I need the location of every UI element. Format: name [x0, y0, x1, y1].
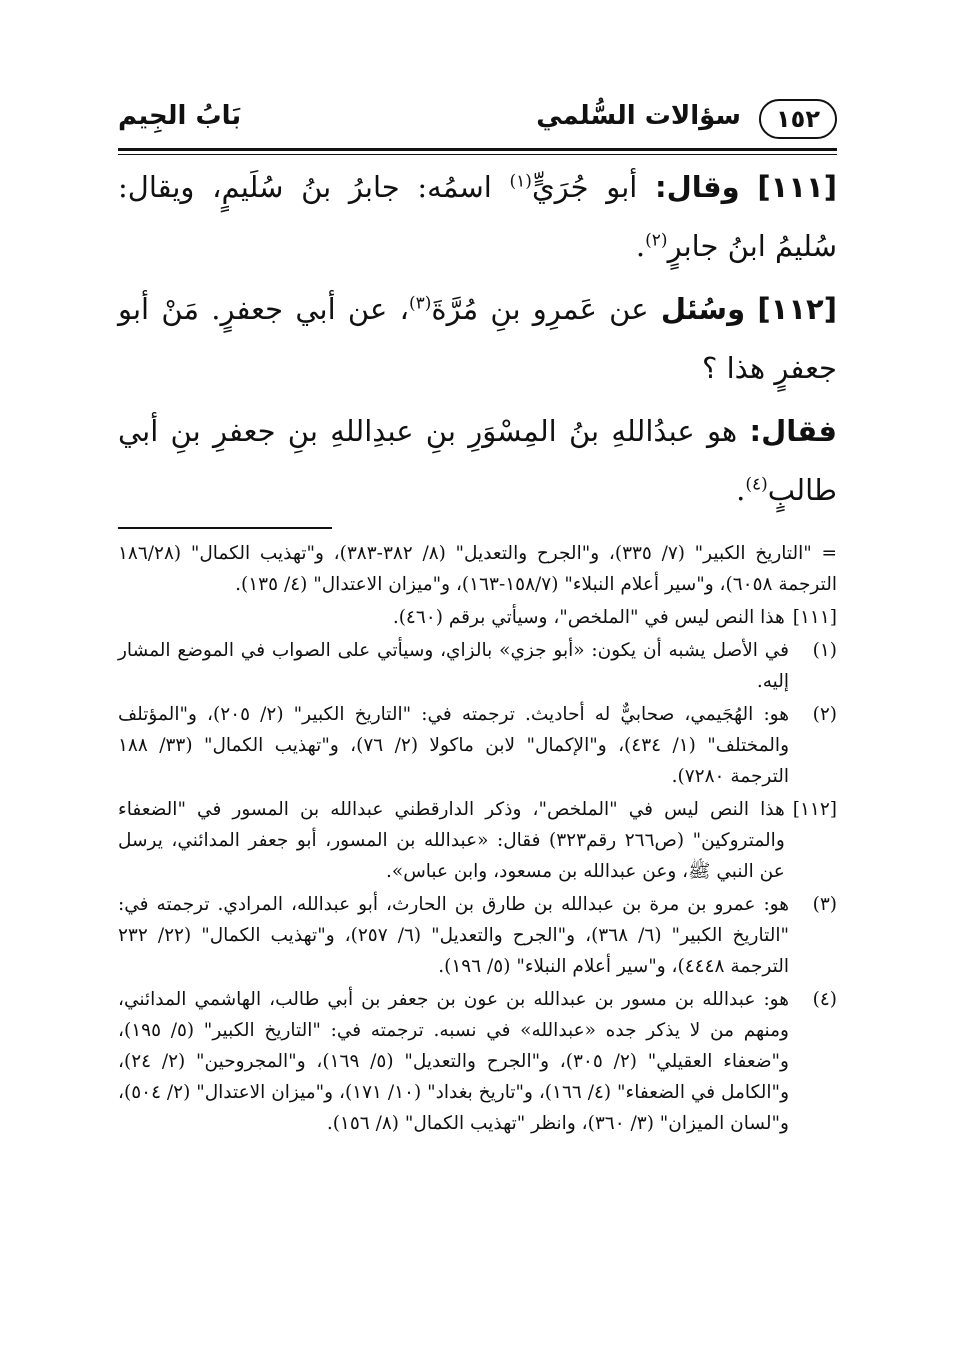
footnote-label: [١١١]: [792, 607, 837, 628]
footnote-ref: (٣): [408, 293, 432, 314]
footnote-text: هو: عمرو بن مرة بن عبدالله بن طارق بن الحارث، أبو عبدالله، المرادي. ترجمته في: "التاريخ الكبير" (٦/ ٣٦٨)، و"الجرح والتعديل" (٦/ ٢٥٧)، و"تهذيب الكمال" (٢٢/ ٢٣٢ الترجمة ٤٤٤٨)، و"سير أعلام النبلاء" (٥/ ١٩٦).: [118, 894, 789, 977]
footnote-ref: (٤): [745, 474, 768, 495]
footnote-text: في الأصل يشبه أن يكون: «أبو جزي» بالزاي، وسيأتي على الصواب في الموضع المشار إليه.: [118, 640, 789, 692]
paragraph-answer: [118, 402, 837, 520]
footnote-label: (٤): [812, 989, 837, 1010]
footnote-text: هذا النص ليس في "الملخص"، وسيأتي برقم (٤٦٠).: [392, 607, 785, 628]
paragraph-text: عن عَمرِو بنِ مُرَّةَ: [431, 292, 649, 326]
footnote-111: [118, 602, 837, 633]
header-rule-thin: [118, 154, 837, 155]
main-text: [118, 158, 837, 520]
section-title: بَابُ الجِيم: [118, 101, 242, 131]
lead-word: وسُئل: [660, 292, 746, 326]
paragraph-text: أبو جُرَيٍّ: [531, 170, 638, 204]
footnote-label: (٢): [812, 704, 837, 725]
lead-word: فقال:: [749, 414, 837, 448]
paragraph-text: .: [736, 473, 746, 507]
book-title: سؤالات السُّلمي: [536, 101, 741, 131]
footnote-text: هو: عبدالله بن مسور بن عبدالله بن عون بن جعفر بن أبي طالب، الهاشمي المدائني، ومنهم من لا يذكر جده «عبدالله» في نسبه. ترجمته في: "التاريخ الكبير" (٥/ ١٩٥)، و"ضعفاء العقيلي" (٢/ ٣٠٥)، و"الجرح والتعديل" (٥/ ١٦٩)، و"المجروحين" (٢/ ٢٤)، و"الكامل في الضعفاء" (٤/ ١٦٦)، و"تاريخ بغداد" (١٠/ ١٧١)، و"ميزان الاعتدال" (٢/ ٥٠٤)، و"لسان الميزان" (٣/ ٣٦٠)، وانظر "تهذيب الكمال" (٨/ ١٥٦).: [118, 989, 790, 1134]
footnote-112: [118, 794, 837, 887]
footnote-3: [118, 889, 837, 982]
footnote-text: هذا النص ليس في "الملخص"، وذكر الدارقطني عبدالله بن المسور في "الضعفاء والمتروكين" (ص٢٦٦ رقم٣٢٣) فقال: «عبدالله بن المسور، أبو جعفر المدائني، يرسل عن النبي ﷺ، وعن عبدالله بن مسعود، وابن عباس».: [118, 799, 785, 882]
footnote-separator: [118, 527, 332, 529]
footnote-text: هو: الهُجَيمي، صحابيٌّ له أحاديث. ترجمته في: "التاريخ الكبير" (٢/ ٢٠٥)، و"المؤتلف والمختلف" (١/ ٤٣٤)، و"الإكمال" لابن ماكولا (٢/ ٧٦)، و"تهذيب الكمال" (٣٣/ ١٨٨ الترجمة ٧٢٨٠).: [118, 704, 790, 787]
footnote-text: = "التاريخ الكبير" (٧/ ٣٣٥)، و"الجرح والتعديل" (٨/ ٣٨٢-٣٨٣)، و"تهذيب الكمال" (١٨٦/٢٨ الترجمة ٦٠٥٨)، و"سير أعلام النبلاء" (١٥٨/٧-١٦٣)، و"ميزان الاعتدال" (٤/ ١٣٥).: [118, 543, 837, 595]
footnote-2: [118, 699, 837, 792]
footnote-label: (١): [812, 640, 837, 661]
header-rule-thick: [118, 148, 837, 151]
entry-number: [١١١]: [757, 170, 837, 204]
entry-number: [١١٢]: [757, 292, 838, 326]
footnote-label: (٣): [812, 894, 837, 915]
footnote-ref: (٢): [645, 230, 668, 251]
lead-word: وقال:: [655, 170, 740, 204]
footnote-ref: (١): [509, 171, 532, 192]
paragraph-text: هو عبدُاللهِ بنُ المِسْوَرِ بنِ عبدِاللهِ بنِ جعفرِ بنِ أبي طالبٍ: [118, 414, 837, 507]
paragraph-111: [118, 158, 837, 276]
page-number: ١٥٢: [759, 99, 837, 139]
footnote-4: [118, 984, 837, 1139]
paragraph-112: [118, 280, 837, 398]
paragraph-text: .: [635, 229, 646, 263]
footnotes: [118, 538, 837, 1141]
paragraph-text: ، عن أبي جعفرٍ. مَنْ أبو جعفرٍ هذا ؟: [118, 292, 837, 385]
footnote-1: [118, 635, 837, 697]
paragraph-text: اسمُه: جابرُ بنُ سُلَيمٍ، ويقال: سُليمُ ابنُ جابرٍ: [118, 170, 837, 263]
running-header: [118, 95, 837, 145]
footnote-label: [١١٢]: [792, 799, 837, 820]
footnote-continuation: [118, 538, 837, 600]
